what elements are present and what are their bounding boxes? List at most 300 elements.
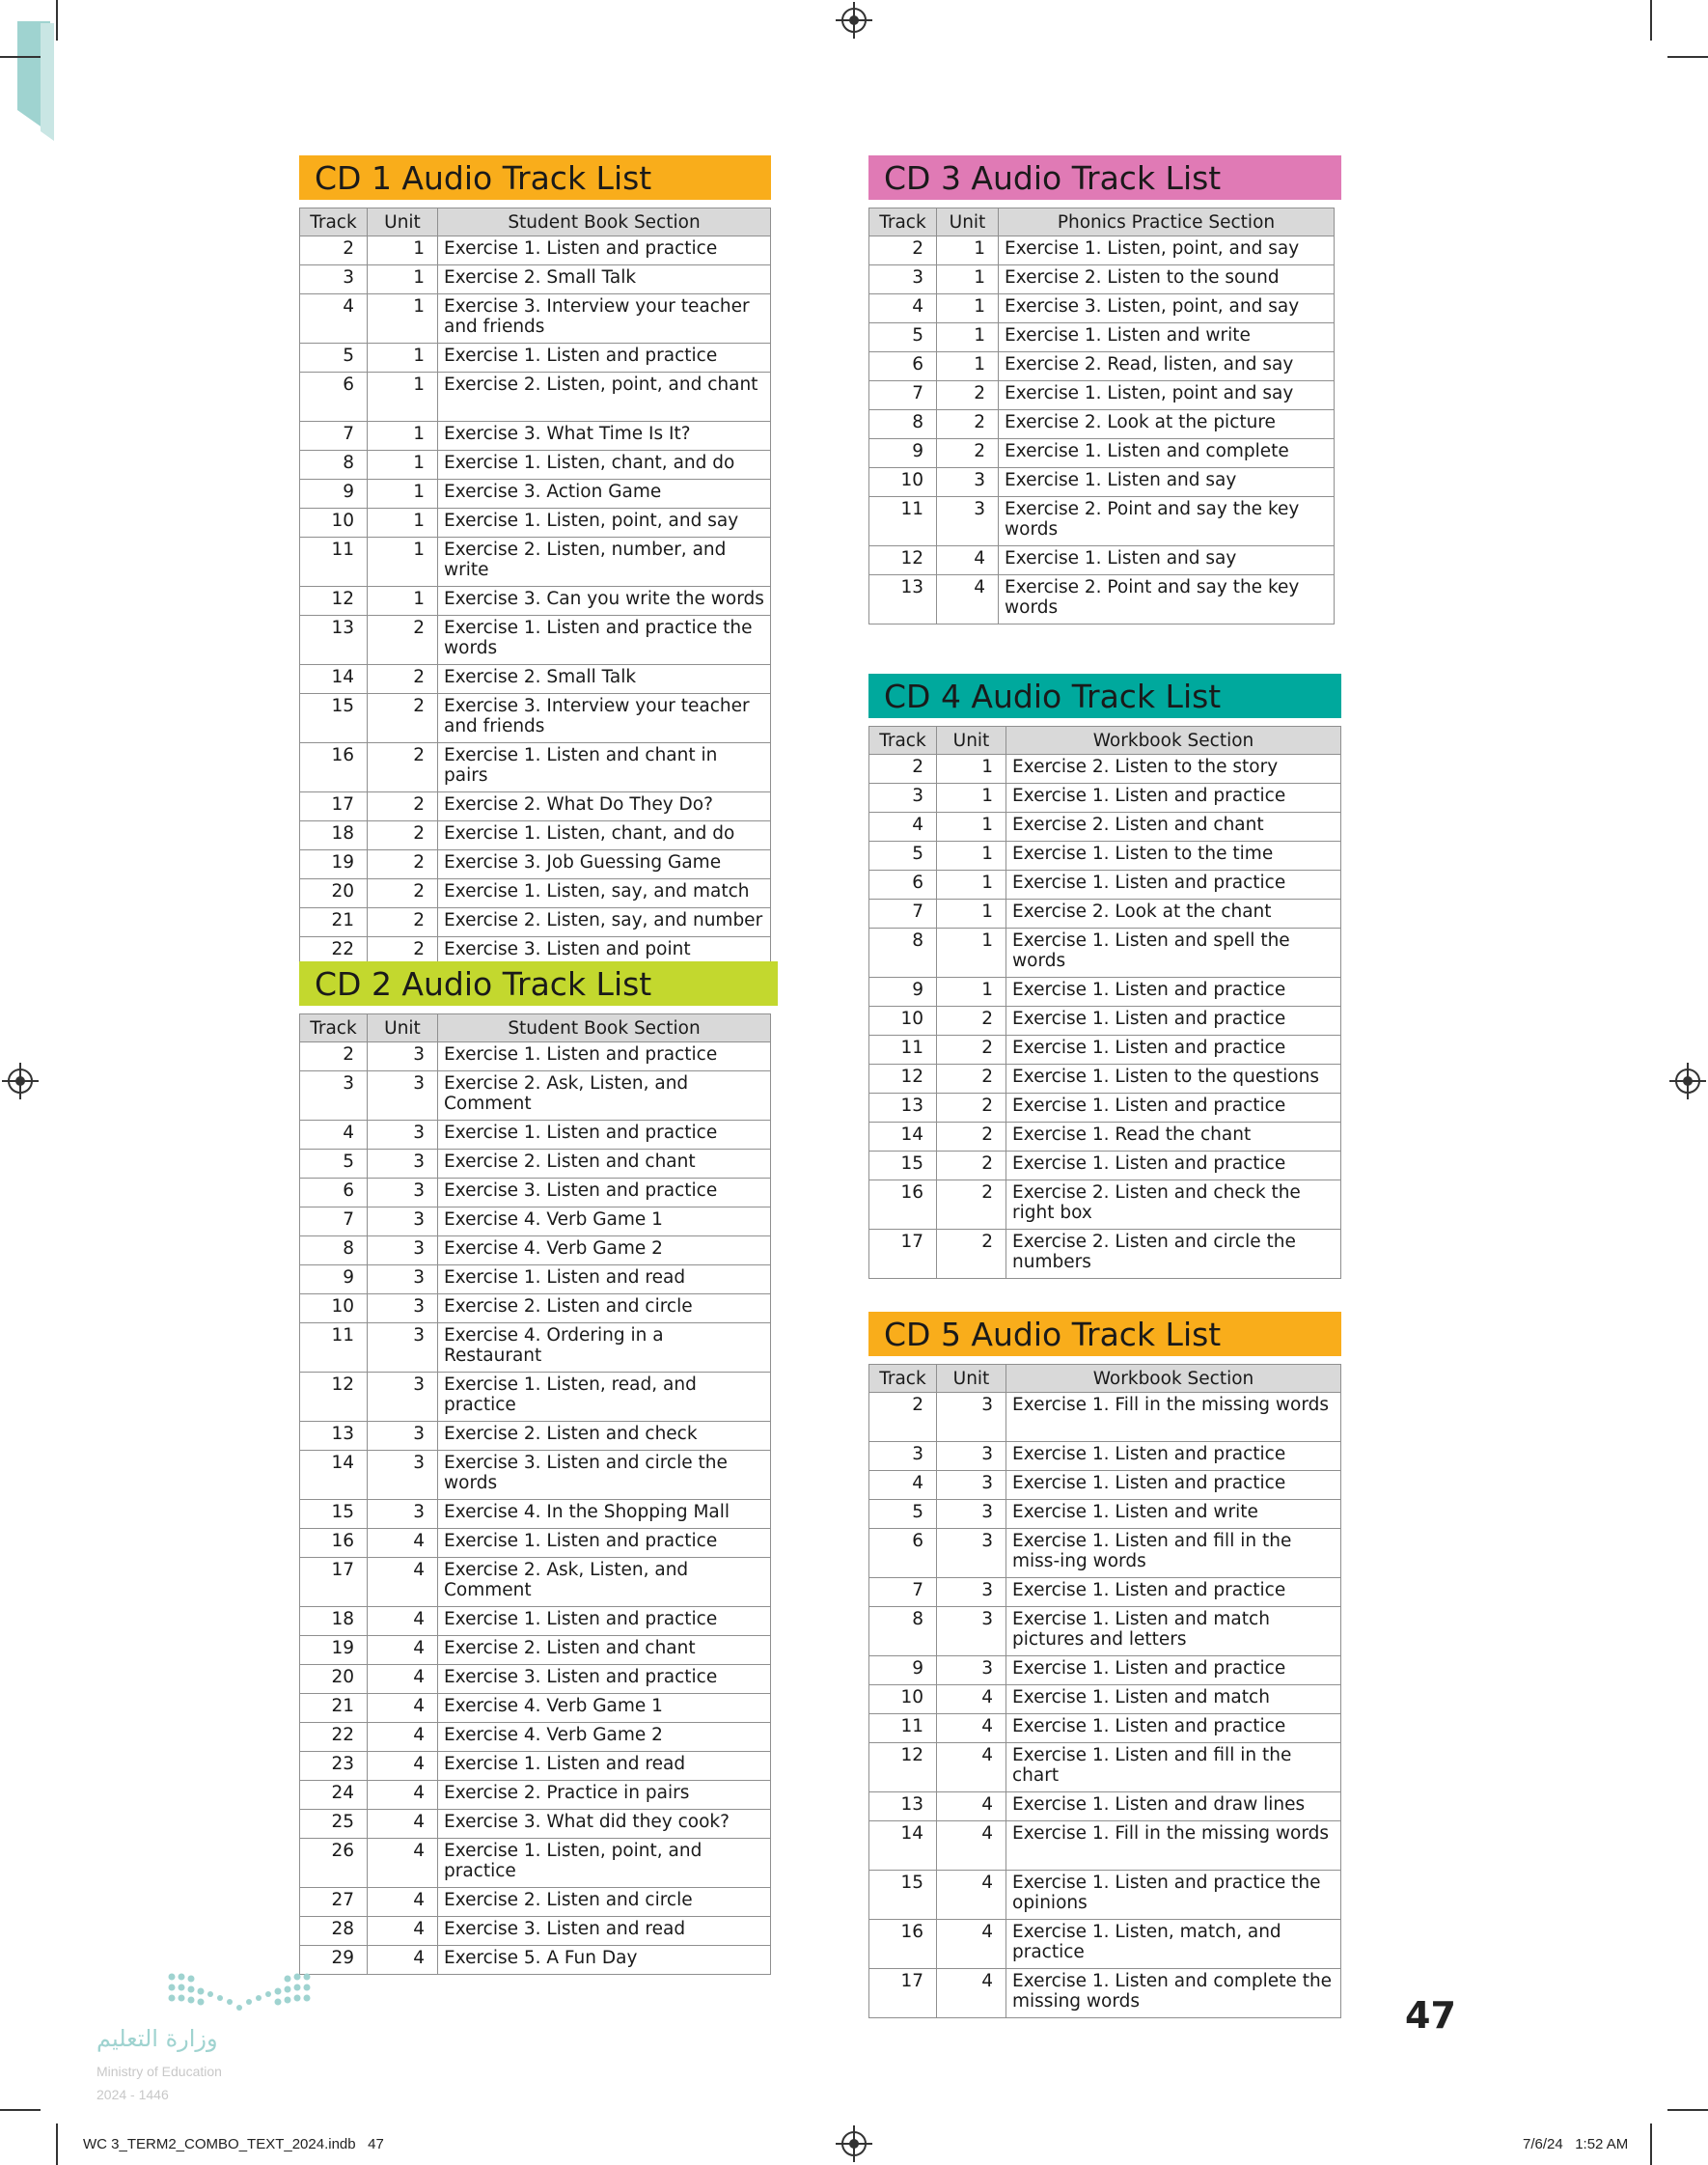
section-description: Exercise 1. Listen and match (1006, 1685, 1341, 1714)
cd4-header-track: Track (869, 727, 937, 755)
track-number: 3 (869, 265, 937, 294)
cd2-section (299, 961, 778, 1975)
table-row (300, 743, 771, 792)
table-row (300, 1207, 771, 1236)
track-number: 4 (869, 1471, 937, 1500)
track-number: 15 (300, 1500, 368, 1529)
track-number: 24 (300, 1781, 368, 1810)
unit-number: 4 (937, 1920, 1006, 1969)
table-row (869, 1123, 1341, 1152)
corner-decoration (14, 17, 60, 143)
track-number: 15 (869, 1871, 937, 1920)
section-description: Exercise 4. Verb Game 1 (438, 1207, 771, 1236)
unit-number: 3 (368, 1323, 438, 1373)
track-number: 3 (869, 1442, 937, 1471)
section-description: Exercise 1. Listen and draw lines (1006, 1792, 1341, 1821)
section-description: Exercise 1. Listen and read (438, 1265, 771, 1294)
track-number: 11 (869, 497, 937, 546)
table-row (869, 1230, 1341, 1279)
unit-number: 3 (368, 1179, 438, 1207)
section-description: Exercise 2. Small Talk (438, 265, 771, 294)
unit-number: 2 (937, 1065, 1006, 1094)
unit-number: 4 (937, 1871, 1006, 1920)
table-row (300, 850, 771, 879)
section-description: Exercise 2. Listen and chant (1006, 813, 1341, 842)
unit-number: 4 (937, 1969, 1006, 2018)
table-row (869, 294, 1335, 323)
section-description: Exercise 2. Listen to the story (1006, 755, 1341, 784)
table-row (869, 1821, 1341, 1871)
unit-number: 4 (368, 1529, 438, 1558)
section-description: Exercise 3. Listen and practice (438, 1665, 771, 1694)
cd5-header-section: Workbook Section (1006, 1365, 1341, 1393)
table-row (869, 1871, 1341, 1920)
crop-mark (1667, 2109, 1708, 2111)
unit-number: 3 (937, 1500, 1006, 1529)
track-number: 22 (300, 1723, 368, 1752)
track-number: 27 (300, 1888, 368, 1917)
section-description: Exercise 2. Look at the chant (1006, 900, 1341, 929)
track-number: 4 (869, 813, 937, 842)
table-row (869, 1442, 1341, 1471)
section-description: Exercise 1. Listen and chant in pairs (438, 743, 771, 792)
table-row (869, 381, 1335, 410)
unit-number: 4 (937, 1792, 1006, 1821)
unit-number: 1 (368, 422, 438, 451)
section-description: Exercise 1. Listen and spell the words (1006, 929, 1341, 978)
unit-number: 2 (937, 1230, 1006, 1279)
cd4-table (868, 726, 1341, 1279)
table-row (300, 422, 771, 451)
table-row (300, 1946, 771, 1975)
unit-number: 1 (937, 323, 999, 352)
table-row (300, 1071, 771, 1121)
unit-number: 2 (937, 1123, 1006, 1152)
crop-mark (56, 2123, 58, 2165)
section-description: Exercise 3. Listen and point (438, 937, 771, 966)
crop-mark (56, 0, 58, 41)
section-description: Exercise 5. A Fun Day (438, 1946, 771, 1975)
unit-number: 1 (368, 480, 438, 509)
crop-mark (1650, 2123, 1652, 2165)
track-number: 21 (300, 1694, 368, 1723)
table-row (300, 1888, 771, 1917)
ministry-name-english: Ministry of Education (96, 2064, 222, 2079)
table-row (869, 468, 1335, 497)
table-row (300, 1810, 771, 1839)
footer-file-name: WC 3_TERM2_COMBO_TEXT_2024.indb 47 (83, 2136, 384, 2152)
cd1-table (299, 208, 771, 966)
table-row (869, 1529, 1341, 1578)
section-description: Exercise 2. Listen, number, and write (438, 538, 771, 587)
section-description: Exercise 2. Practice in pairs (438, 1781, 771, 1810)
section-description: Exercise 1. Fill in the missing words (1006, 1393, 1341, 1442)
unit-number: 3 (368, 1294, 438, 1323)
track-number: 5 (300, 344, 368, 373)
unit-number: 4 (368, 1946, 438, 1975)
unit-number: 2 (937, 1180, 1006, 1230)
track-number: 2 (300, 236, 368, 265)
section-description: Exercise 1. Listen, match, and practice (1006, 1920, 1341, 1969)
unit-number: 2 (937, 439, 999, 468)
section-description: Exercise 1. Listen, point, and say (438, 509, 771, 538)
unit-number: 4 (937, 1714, 1006, 1743)
unit-number: 2 (937, 410, 999, 439)
section-description: Exercise 2. Look at the picture (999, 410, 1335, 439)
track-number: 8 (869, 1607, 937, 1656)
registration-mark-icon (841, 2131, 867, 2156)
unit-number: 4 (368, 1607, 438, 1636)
unit-number: 4 (368, 1839, 438, 1888)
table-row (300, 1752, 771, 1781)
section-description: Exercise 1. Listen and practice (438, 1607, 771, 1636)
ministry-logo-icon (164, 1969, 318, 2023)
table-row (300, 587, 771, 616)
track-number: 7 (300, 422, 368, 451)
section-description: Exercise 1. Listen and practice (438, 344, 771, 373)
section-description: Exercise 1. Listen and practice (1006, 871, 1341, 900)
cd4-header-unit: Unit (937, 727, 1006, 755)
section-description: Exercise 1. Listen, chant, and do (438, 821, 771, 850)
section-description: Exercise 2. Ask, Listen, and Comment (438, 1558, 771, 1607)
track-number: 12 (869, 1743, 937, 1792)
track-number: 28 (300, 1917, 368, 1946)
track-number: 13 (300, 616, 368, 665)
track-number: 18 (300, 1607, 368, 1636)
track-number: 17 (300, 1558, 368, 1607)
section-description: Exercise 3. What Time Is It? (438, 422, 771, 451)
track-number: 2 (300, 1042, 368, 1071)
track-number: 17 (300, 792, 368, 821)
table-row (869, 1065, 1341, 1094)
section-description: Exercise 2. Small Talk (438, 665, 771, 694)
section-description: Exercise 1. Listen and practice (438, 236, 771, 265)
table-row (300, 509, 771, 538)
track-number: 15 (869, 1152, 937, 1180)
table-row (300, 1694, 771, 1723)
table-row (300, 1422, 771, 1451)
table-row (300, 265, 771, 294)
table-row (300, 665, 771, 694)
table-row (869, 842, 1341, 871)
unit-number: 4 (368, 1723, 438, 1752)
track-number: 11 (300, 1323, 368, 1373)
section-description: Exercise 1. Listen and practice (438, 1529, 771, 1558)
track-number: 17 (869, 1230, 937, 1279)
cd4-section (868, 674, 1341, 1279)
track-number: 7 (869, 900, 937, 929)
table-row (300, 373, 771, 422)
unit-number: 3 (937, 1529, 1006, 1578)
table-row (869, 1152, 1341, 1180)
track-number: 19 (300, 1636, 368, 1665)
section-description: Exercise 3. Listen and practice (438, 1179, 771, 1207)
unit-number: 2 (368, 821, 438, 850)
section-description: Exercise 3. Can you write the words (438, 587, 771, 616)
table-row (300, 1558, 771, 1607)
track-number: 10 (869, 1007, 937, 1036)
cd2-title: CD 2 Audio Track List (299, 961, 778, 1006)
table-row (869, 1180, 1341, 1230)
section-description: Exercise 1. Listen to the questions (1006, 1065, 1341, 1094)
section-description: Exercise 4. Ordering in a Restaurant (438, 1323, 771, 1373)
unit-number: 1 (368, 451, 438, 480)
table-row (869, 1607, 1341, 1656)
table-row (300, 908, 771, 937)
registration-mark-icon (841, 8, 867, 33)
crop-mark (0, 56, 41, 58)
section-description: Exercise 2. Listen and check (438, 1422, 771, 1451)
registration-mark-icon (8, 1069, 33, 1094)
table-row (869, 784, 1341, 813)
track-number: 22 (300, 937, 368, 966)
section-description: Exercise 1. Listen and practice (1006, 1007, 1341, 1036)
table-row (869, 1685, 1341, 1714)
unit-number: 3 (368, 1451, 438, 1500)
track-number: 2 (869, 755, 937, 784)
cd1-header-section: Student Book Section (438, 208, 771, 236)
track-number: 18 (300, 821, 368, 850)
table-row (300, 1607, 771, 1636)
table-row (300, 694, 771, 743)
section-description: Exercise 4. In the Shopping Mall (438, 1500, 771, 1529)
table-row (300, 1265, 771, 1294)
section-description: Exercise 1. Listen and practice (1006, 1094, 1341, 1123)
track-number: 8 (869, 410, 937, 439)
cd5-section (868, 1312, 1341, 2018)
unit-number: 3 (368, 1121, 438, 1150)
track-number: 14 (300, 1451, 368, 1500)
table-row (300, 1529, 771, 1558)
table-row (869, 900, 1341, 929)
cd3-header-track: Track (869, 208, 937, 236)
unit-number: 3 (937, 1393, 1006, 1442)
section-description: Exercise 2. Read, listen, and say (999, 352, 1335, 381)
table-row (300, 1294, 771, 1323)
track-number: 10 (869, 468, 937, 497)
unit-number: 3 (368, 1150, 438, 1179)
track-number: 13 (869, 1094, 937, 1123)
track-number: 5 (869, 1500, 937, 1529)
unit-number: 3 (937, 468, 999, 497)
section-description: Exercise 2. Listen, point, and chant (438, 373, 771, 422)
section-description: Exercise 1. Listen and practice (438, 1121, 771, 1150)
unit-number: 2 (937, 1007, 1006, 1036)
section-description: Exercise 2. Point and say the key words (999, 497, 1335, 546)
table-row (869, 236, 1335, 265)
unit-number: 3 (937, 1607, 1006, 1656)
table-row (300, 1451, 771, 1500)
section-description: Exercise 4. Verb Game 1 (438, 1694, 771, 1723)
track-number: 5 (869, 323, 937, 352)
cd3-title: CD 3 Audio Track List (868, 155, 1341, 200)
cd5-title: CD 5 Audio Track List (868, 1312, 1341, 1356)
track-number: 7 (869, 381, 937, 410)
track-number: 23 (300, 1752, 368, 1781)
track-number: 14 (300, 665, 368, 694)
section-description: Exercise 2. Listen and circle (438, 1888, 771, 1917)
table-row (869, 1094, 1341, 1123)
table-row (869, 1656, 1341, 1685)
table-row (869, 1578, 1341, 1607)
unit-number: 4 (368, 1694, 438, 1723)
section-description: Exercise 3. Job Guessing Game (438, 850, 771, 879)
section-description: Exercise 1. Listen and practice (1006, 1442, 1341, 1471)
section-description: Exercise 1. Listen and practice the words (438, 616, 771, 665)
table-row (300, 1236, 771, 1265)
unit-number: 1 (937, 842, 1006, 871)
track-number: 8 (869, 929, 937, 978)
track-number: 5 (300, 1150, 368, 1179)
cd2-table (299, 1013, 771, 1975)
unit-number: 1 (368, 373, 438, 422)
track-number: 16 (300, 743, 368, 792)
track-number: 14 (869, 1123, 937, 1152)
ministry-year: 2024 - 1446 (96, 2087, 169, 2102)
section-description: Exercise 2. Listen and chant (438, 1150, 771, 1179)
track-number: 21 (300, 908, 368, 937)
section-description: Exercise 3. Interview your teacher and friends (438, 694, 771, 743)
track-number: 10 (300, 1294, 368, 1323)
track-number: 20 (300, 879, 368, 908)
section-description: Exercise 2. Listen and check the right box (1006, 1180, 1341, 1230)
unit-number: 3 (368, 1042, 438, 1071)
table-row (300, 344, 771, 373)
track-number: 12 (300, 1373, 368, 1422)
unit-number: 3 (368, 1500, 438, 1529)
track-number: 12 (869, 546, 937, 575)
track-number: 6 (869, 352, 937, 381)
section-description: Exercise 1. Listen and practice (1006, 1578, 1341, 1607)
unit-number: 4 (937, 546, 999, 575)
section-description: Exercise 3. Action Game (438, 480, 771, 509)
unit-number: 1 (937, 900, 1006, 929)
track-number: 6 (869, 871, 937, 900)
unit-number: 4 (368, 1558, 438, 1607)
table-row (869, 439, 1335, 468)
table-row (300, 1917, 771, 1946)
unit-number: 4 (937, 1743, 1006, 1792)
unit-number: 3 (368, 1373, 438, 1422)
track-number: 16 (869, 1180, 937, 1230)
unit-number: 1 (368, 509, 438, 538)
unit-number: 4 (368, 1810, 438, 1839)
section-description: Exercise 1. Listen and practice (1006, 978, 1341, 1007)
section-description: Exercise 3. Listen and circle the words (438, 1451, 771, 1500)
table-row (300, 236, 771, 265)
track-number: 3 (300, 265, 368, 294)
track-number: 8 (300, 451, 368, 480)
table-row (869, 1036, 1341, 1065)
table-row (300, 1500, 771, 1529)
unit-number: 3 (368, 1422, 438, 1451)
table-row (300, 451, 771, 480)
unit-number: 2 (368, 665, 438, 694)
track-number: 14 (869, 1821, 937, 1871)
unit-number: 4 (937, 575, 999, 625)
table-row (869, 265, 1335, 294)
table-row (869, 1007, 1341, 1036)
cd4-title: CD 4 Audio Track List (868, 674, 1341, 718)
table-row (869, 1792, 1341, 1821)
unit-number: 3 (368, 1236, 438, 1265)
table-row (869, 323, 1335, 352)
section-description: Exercise 3. What did they cook? (438, 1810, 771, 1839)
section-description: Exercise 1. Listen, point, and say (999, 236, 1335, 265)
unit-number: 1 (937, 871, 1006, 900)
unit-number: 2 (937, 1094, 1006, 1123)
track-number: 3 (869, 784, 937, 813)
track-number: 7 (300, 1207, 368, 1236)
track-number: 16 (869, 1920, 937, 1969)
track-number: 15 (300, 694, 368, 743)
section-description: Exercise 2. Listen and chant (438, 1636, 771, 1665)
track-number: 4 (300, 294, 368, 344)
section-description: Exercise 1. Listen to the time (1006, 842, 1341, 871)
track-number: 2 (869, 236, 937, 265)
table-row (869, 871, 1341, 900)
track-number: 29 (300, 1946, 368, 1975)
cd1-header-unit: Unit (368, 208, 438, 236)
section-description: Exercise 4. Verb Game 2 (438, 1723, 771, 1752)
track-number: 9 (869, 978, 937, 1007)
table-row (300, 616, 771, 665)
table-row (869, 1471, 1341, 1500)
table-row (300, 1723, 771, 1752)
cd1-section (299, 155, 771, 966)
table-row (869, 1714, 1341, 1743)
section-description: Exercise 2. What Do They Do? (438, 792, 771, 821)
unit-number: 3 (937, 1442, 1006, 1471)
unit-number: 4 (937, 1685, 1006, 1714)
table-row (300, 1323, 771, 1373)
unit-number: 4 (368, 1665, 438, 1694)
section-description: Exercise 1. Listen, say, and match (438, 879, 771, 908)
unit-number: 4 (368, 1636, 438, 1665)
table-row (300, 1636, 771, 1665)
unit-number: 2 (937, 1036, 1006, 1065)
section-description: Exercise 1. Listen and practice the opinions (1006, 1871, 1341, 1920)
section-description: Exercise 1. Listen and complete the missing words (1006, 1969, 1341, 2018)
track-number: 6 (869, 1529, 937, 1578)
table-row (869, 755, 1341, 784)
unit-number: 4 (368, 1781, 438, 1810)
table-row (300, 1839, 771, 1888)
section-description: Exercise 1. Fill in the missing words (1006, 1821, 1341, 1871)
track-number: 10 (300, 509, 368, 538)
crop-mark (1650, 0, 1652, 41)
track-number: 12 (869, 1065, 937, 1094)
unit-number: 2 (937, 381, 999, 410)
unit-number: 2 (368, 616, 438, 665)
track-number: 13 (869, 575, 937, 625)
section-description: Exercise 1. Listen and practice (1006, 784, 1341, 813)
unit-number: 1 (937, 813, 1006, 842)
unit-number: 2 (368, 908, 438, 937)
unit-number: 3 (368, 1071, 438, 1121)
track-number: 20 (300, 1665, 368, 1694)
table-row (300, 879, 771, 908)
table-row (300, 1179, 771, 1207)
track-number: 13 (300, 1422, 368, 1451)
table-row (869, 497, 1335, 546)
table-row (300, 1781, 771, 1810)
section-description: Exercise 1. Listen, point, and practice (438, 1839, 771, 1888)
unit-number: 2 (937, 1152, 1006, 1180)
table-row (300, 1665, 771, 1694)
section-description: Exercise 3. Listen, point, and say (999, 294, 1335, 323)
unit-number: 1 (368, 294, 438, 344)
